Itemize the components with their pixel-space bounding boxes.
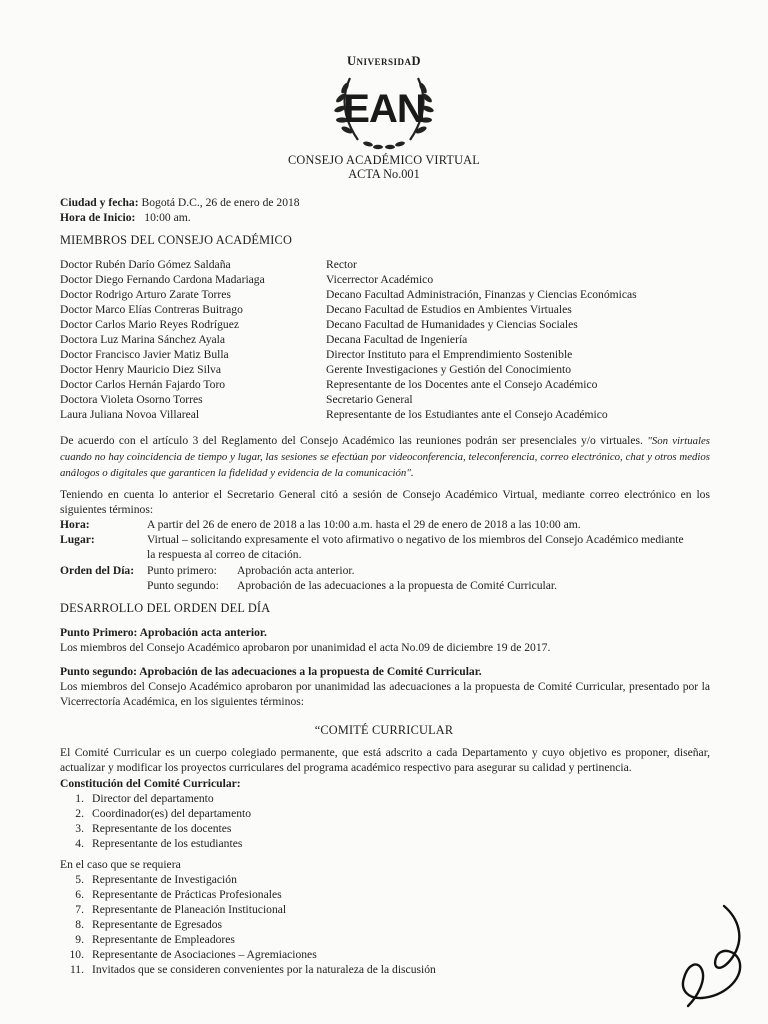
punto-primero-title: Punto Primero: Aprobación acta anterior. <box>60 626 267 639</box>
city-date-row <box>60 195 300 210</box>
list-text: Representante de los estudiantes <box>92 837 243 850</box>
punto2-value: Aprobación de las adecuaciones a la propuesta de Comité Curricular. <box>237 579 557 592</box>
logo-letters: EAN <box>343 87 425 131</box>
member-role: Secretario General <box>326 393 413 406</box>
member-role: Gerente Investigaciones y Gestión del Conocimiento <box>326 363 572 376</box>
city-label: Ciudad y fecha: <box>60 196 139 209</box>
list-item <box>52 962 436 977</box>
university-logo <box>328 54 440 150</box>
hora-value: A partir del 26 de enero de 2018 a las 10:00 a.m. hasta el 29 de enero de 2018 a las 10:00 am. <box>147 518 581 531</box>
member-role: Rector <box>326 258 357 271</box>
regulation-quote: "Son virtuales cuando no hay coincidencia de tiempo y lugar, las sesiones se efectúan por videoconferencia, teleconferencia, correo electrónico, chat y otros medios análogos o digitales que garanticen la fidelidad y evidencia de la comunicación". <box>60 435 710 479</box>
member-role: Decano Facultad de Humanidades y Ciencias Sociales <box>326 318 578 331</box>
member-name: Doctora Violeta Osorno Torres <box>60 393 203 406</box>
comite-paragraph: El Comité Curricular es un cuerpo colegiado permanente, que está adscrito a cada Departamento y cuyo objetivo es proponer, diseñar, actualizar y modificar los proyectos curriculares del programa académico respectivo para asegurar su calidad y pertinencia. <box>60 746 710 774</box>
list-text: Representante de Prácticas Profesionales <box>92 888 282 901</box>
list-text: Representante de Asociaciones – Agremiaciones <box>92 948 317 961</box>
list-text: Representante de Investigación <box>92 873 237 886</box>
member-name: Doctora Luz Marina Sánchez Ayala <box>60 333 226 346</box>
member-row <box>60 317 637 332</box>
member-name: Doctor Henry Mauricio Diez Silva <box>60 363 221 376</box>
logo-wordmark: UniversidaD <box>346 54 422 68</box>
document-subtitle: ACTA No.001 <box>348 167 420 181</box>
list-text: Representante de los docentes <box>92 822 232 835</box>
start-time-row <box>60 210 191 225</box>
constitucion-list <box>52 791 251 851</box>
lugar-value-1: Virtual – solicitando expresamente el voto afirmativo o negativo de los miembros del Consejo Académico mediante <box>147 533 684 546</box>
list-number: 1. <box>75 792 84 805</box>
list-text: Representante de Planeación Institucional <box>92 903 287 916</box>
list-item <box>52 836 251 851</box>
comite-heading: “COMITÉ CURRICULAR <box>314 723 454 737</box>
list-item <box>52 932 436 947</box>
member-row <box>60 407 637 422</box>
list-number: 2. <box>75 807 84 820</box>
punto-segundo-text: Los miembros del Consejo Académico aprobaron por unanimidad las adecuaciones a la propuesta de Comité Curricular, presentado por la Vicerrectoría Académica, en los siguientes términos: <box>60 680 710 708</box>
list-text: Director del departamento <box>92 792 214 805</box>
member-role: Representante de los Docentes ante el Consejo Académico <box>326 378 598 391</box>
list-number: 6. <box>75 888 84 901</box>
lugar-label: Lugar: <box>60 533 95 546</box>
regulation-paragraph <box>60 433 710 481</box>
member-name: Doctor Carlos Mario Reyes Rodríguez <box>60 318 240 331</box>
member-name: Doctor Rodrigo Arturo Zarate Torres <box>60 288 231 301</box>
list-number: 8. <box>75 918 84 931</box>
list-item <box>52 917 436 932</box>
punto1-value: Aprobación acta anterior. <box>237 564 355 577</box>
list-item <box>52 791 251 806</box>
punto-segundo-title: Punto segundo: Aprobación de las adecuaciones a la propuesta de Comité Curricular. <box>60 665 482 678</box>
member-name: Doctor Diego Fernando Cardona Madariaga <box>60 273 265 286</box>
list-text: Coordinador(es) del departamento <box>92 807 252 820</box>
member-name: Doctor Francisco Javier Matiz Bulla <box>60 348 229 361</box>
caso-text: En el caso que se requiera <box>60 858 181 871</box>
list-text: Representante de Egresados <box>92 918 223 931</box>
member-row <box>60 287 637 302</box>
member-row <box>60 362 637 377</box>
list-number: 10. <box>69 948 84 961</box>
member-row <box>60 332 637 347</box>
list-text: Representante de Empleadores <box>92 933 235 946</box>
member-role: Vicerrector Académico <box>326 273 434 286</box>
member-row <box>60 392 637 407</box>
list-number: 7. <box>75 903 84 916</box>
hora-label: Hora: <box>60 518 90 531</box>
member-row <box>60 272 637 287</box>
punto-primero-text: Los miembros del Consejo Académico aprobaron por unanimidad el acta No.09 de diciembre 19 de 2017. <box>60 641 551 654</box>
member-name: Laura Juliana Novoa Villareal <box>60 408 200 421</box>
list-number: 4. <box>75 837 84 850</box>
list-number: 9. <box>75 933 84 946</box>
convocation-paragraph: Teniendo en cuenta lo anterior el Secretario General citó a sesión de Consejo Académico Virtual, mediante correo electrónico en los siguientes términos: <box>60 488 710 516</box>
member-role: Decano Facultad Administración, Finanzas y Ciencias Económicas <box>326 288 637 301</box>
member-role: Decano Facultad de Estudios en Ambientes Virtuales <box>326 303 572 316</box>
punto1-label: Punto primero: <box>147 564 217 577</box>
regulation-text: De acuerdo con el artículo 3 del Reglamento del Consejo Académico las reuniones podrán ser presenciales y/o virtuales. <box>60 434 648 447</box>
signature-mark <box>668 900 758 1010</box>
time-value: 10:00 am. <box>144 211 191 224</box>
member-name: Doctor Marco Elías Contreras Buitrago <box>60 303 243 316</box>
member-name: Doctor Rubén Darío Gómez Saldaña <box>60 258 231 271</box>
member-role: Decana Facultad de Ingeniería <box>326 333 468 346</box>
list-item <box>52 806 251 821</box>
list-item <box>52 902 436 917</box>
list-text: Invitados que se consideren convenientes por la naturaleza de la discusión <box>92 963 436 976</box>
time-label: Hora de Inicio: <box>60 211 136 224</box>
constitucion-heading: Constitución del Comité Curricular: <box>60 777 241 790</box>
member-name: Doctor Carlos Hernán Fajardo Toro <box>60 378 226 391</box>
member-role: Representante de los Estudiantes ante el Consejo Académico <box>326 408 608 421</box>
punto2-label: Punto segundo: <box>147 579 219 592</box>
list-number: 5. <box>75 873 84 886</box>
member-row <box>60 257 637 272</box>
orden-label: Orden del Día: <box>60 564 135 577</box>
lugar-value-2: la respuesta al correo de citación. <box>147 548 302 561</box>
list-item <box>52 947 436 962</box>
laurel-wreath-icon <box>328 68 440 150</box>
document-title: CONSEJO ACADÉMICO VIRTUAL <box>288 153 480 167</box>
city-value: Bogotá D.C., 26 de enero de 2018 <box>141 196 300 209</box>
desarrollo-heading: DESARROLLO DEL ORDEN DEL DÍA <box>60 601 271 615</box>
member-row <box>60 302 637 317</box>
member-role: Director Instituto para el Emprendimiento Sostenible <box>326 348 573 361</box>
member-row <box>60 347 637 362</box>
members-heading: MIEMBROS DEL CONSEJO ACADÉMICO <box>60 233 293 247</box>
list-number: 3. <box>75 822 84 835</box>
list-item <box>52 821 251 836</box>
member-row <box>60 377 637 392</box>
list-item <box>52 887 436 902</box>
optional-members-list <box>52 872 436 977</box>
list-number: 11. <box>69 963 84 976</box>
list-item <box>52 872 436 887</box>
members-list <box>60 257 637 422</box>
